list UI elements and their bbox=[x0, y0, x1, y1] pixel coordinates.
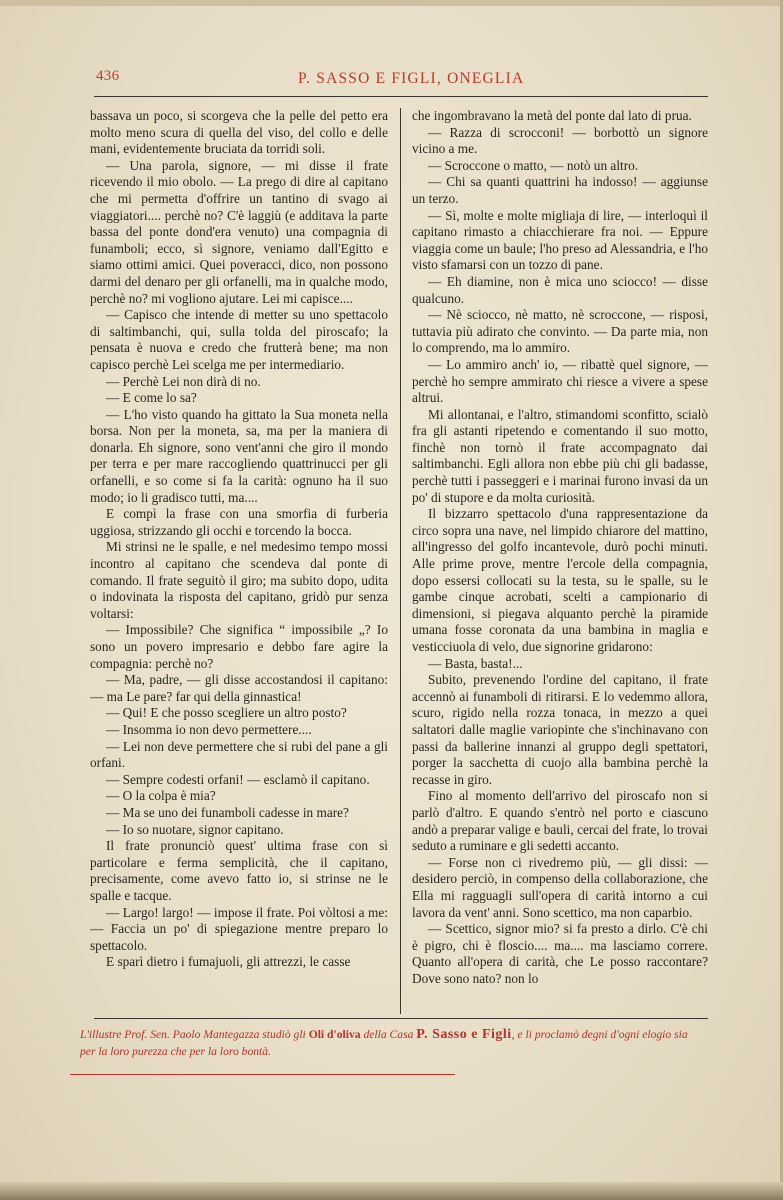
paragraph: Il bizzarro spettacolo d'una rappresentazione da circo sopra una nave, nel limpido chiarore del mattino, all'ingresso del golfo incantevole, durò pochi minuti. Alle prime prove, mentre l'ercole della compagnia, dopo essersi collocati su la testa, su le spalle, su le gambe cinque acrobati, scelti a campionario di dimensioni, si piegava alquanto perchè la piramide umana fosse coronata da una bambina in maglia e vesticciuola di velo, due signorine gridarono: bbox=[412, 506, 708, 654]
paragraph: E compì la frase con una smorfia di furberia uggiosa, strizzando gli occhi e torcendo la bocca. bbox=[90, 506, 388, 538]
advertisement-note bbox=[80, 1026, 692, 1060]
paragraph: — L'ho visto quando ha gittato la Sua moneta nella borsa. Non per la moneta, sa, ma per la maniera di donarla. Eh signore, sono vent'anni che giro il mondo per terra e per mare raccogliendo quattrinucci per gli orfanelli, e so come si fa la carità: ognuno ha il suo modo; io li gradisco tutti, ma.... bbox=[90, 406, 388, 505]
paragraph: — Basta, basta!... bbox=[428, 655, 523, 671]
advert-text: della Casa bbox=[363, 1028, 414, 1041]
paragraph: — Sempre codesti orfani! — esclamò il capitano. bbox=[106, 771, 370, 787]
paragraph: E sparì dietro i fumajuoli, gli attrezzi, le casse bbox=[106, 954, 351, 970]
paragraph: bassava un poco, si scorgeva che la pelle del petto era molto meno scura di quella del viso, del collo e delle mani, evidentemente bruciata da torridi soli. bbox=[90, 108, 388, 157]
paragraph: Subito, prevenendo l'ordine del capitano, il frate accennò ai funamboli di ritirarsi. E lo vedemmo allora, scuro, rigido nella rozza tonaca, in mezzo a quei saltatori dalle maglie variopinte che s'inchinavano con passi da ballerine innanzi al gruppo degli spettatori, porger la sacchetta di cuojo alla bambina perchè la recasse in giro. bbox=[412, 672, 708, 787]
paragraph: — Ma, padre, — gli disse accostandosi il capitano: — ma Le pare? far qui della ginnastica! bbox=[90, 672, 388, 704]
page-number: 436 bbox=[96, 68, 120, 84]
paragraph: — Forse non ci rivedremo più, — gli dissi: — desidero perciò, in compenso della collaborazione, che Ella mi ragguagli sull'opera di carità intorno a cui lavora da vent' anni. Sono scettico, ma non caparbio. bbox=[412, 854, 708, 920]
paragraph: — Nè sciocco, nè matto, nè scroccone, — risposi, tuttavia più adirato che convinto. — Da parte mia, non lo comprendo, ma lo ammiro. bbox=[412, 307, 708, 356]
paragraph: Mi strinsi ne le spalle, e nel medesimo tempo mossi incontro al capitano che scendeva dal ponte di comando. Il frate seguitò il giro; ma subito dopo, udita o indovinata la risposta del capitano, gridò pur senza voltarsi: bbox=[90, 539, 388, 621]
page-edge-bottom bbox=[0, 1182, 783, 1200]
paragraph: — Chi sa quanti quattrini ha indosso! — aggiunse un terzo. bbox=[412, 174, 708, 206]
right-column bbox=[412, 108, 708, 1018]
advert-text: L'illustre Prof. Sen. Paolo Mantegazza studiò gli bbox=[80, 1028, 306, 1041]
paragraph: — Qui! E che posso scegliere un altro posto? bbox=[106, 705, 347, 721]
advert-brand: P. Sasso e Figli bbox=[416, 1027, 512, 1042]
advert-text: , e li proclamò degni d'ogni elogio sia per la loro purezza che per la loro bontà. bbox=[80, 1028, 688, 1058]
running-title: P. SASSO E FIGLI, ONEGLIA bbox=[298, 70, 525, 87]
paragraph: — Capisco che intende di metter su uno spettacolo di saltimbanchi, qui, sulla tolda del piroscafo; la pensata è nuova e credo che frutterà bene; ma non capisco perchè Lei scelga me per intermediario. bbox=[90, 307, 388, 372]
paragraph: — Perchè Lei non dirà di no. bbox=[106, 373, 261, 389]
page-edge-top bbox=[0, 0, 783, 6]
paragraph: che ingombravano la metà del ponte dal lato di prua. bbox=[412, 108, 692, 123]
paragraph: — E come lo sa? bbox=[106, 390, 197, 406]
paragraph: — Scettico, signor mio? si fa presto a dirlo. C'è chi è pigro, chi è floscio.... ma.... ma lasciamo correre. Quanto all'opera di carità, che Le posso raccontare? Dove sono nato? non lo bbox=[412, 921, 708, 986]
left-column bbox=[90, 108, 388, 1018]
column-rule bbox=[400, 108, 401, 1014]
header-rule bbox=[94, 96, 708, 97]
paragraph: — Lei non deve permettere che si rubi del pane a gli orfani. bbox=[90, 738, 388, 771]
paragraph: — Sì, molte e molte migliaja di lire, — interloquì il capitano rimasto a chiacchierare fra noi. — Eppure viaggia come un baule; l'ho preso ad Alessandria, e l'ho visto sfamarsi con un tozzo di pane. bbox=[412, 207, 708, 273]
paragraph: — Una parola, signore, — mi disse il frate ricevendo il mio obolo. — La prego di dire al capitano che mi permetta d'offrire un tantino di svago ai viaggiatori.... perchè no? C'è laggiù (e additava la parte bassa del ponte dond'era venuto) una compagnia di funamboli; ecco, sì signore, veniamo dall'Egitto e siamo ottimi amici. Quei poveracci, dico, non possono darmi del denaro per gli orfanelli, ma in qualche modo, perchè no? mi vogliono ajutare. Lei mi capisce.... bbox=[90, 157, 388, 306]
advert-underline bbox=[70, 1074, 455, 1075]
paragraph: Il frate pronunciò quest' ultima frase con sì particolare e ferma semplicità, che il capitano, precisamente, come avevo fatto io, si strinse ne le spalle e tacque. bbox=[90, 838, 388, 903]
paragraph: — O la colpa è mia? bbox=[106, 788, 216, 804]
paragraph: — Eh diamine, non è mica uno sciocco! — disse qualcuno. bbox=[412, 273, 708, 306]
paragraph: Fino al momento dell'arrivo del piroscafo non si parlò d'altro. E quando s'entrò nel porto e ciascuno andò a preparar valige e bauli, cercai del frate, lo trovai seduto a ruminare e gli sedetti accanto. bbox=[412, 788, 708, 854]
paragraph: — Impossibile? Che significa “ impossibile „? Io sono un povero impresario e debbo fare agire la compagnia: perchè no? bbox=[90, 622, 388, 671]
footer-rule bbox=[94, 1018, 708, 1019]
paragraph: — Scroccone o matto, — notò un altro. bbox=[428, 157, 639, 173]
paragraph: — Ma se uno dei funamboli cadesse in mare? bbox=[106, 804, 349, 820]
paragraph: Mi allontanai, e l'altro, stimandomi sconfitto, scialò fra gli astanti ripetendo e comentando il suo motto, finchè non tornò il frate accompagnato dai saltimbanchi. Egli allora non ebbe più chi gli badasse, perchè tutti i passeggeri e i marinai furono invasi da un po' di stupore e da molta curiosità. bbox=[412, 406, 708, 505]
paragraph: — Razza di scrocconi! — borbottò un signore vicino a me. bbox=[412, 124, 708, 157]
paragraph: — Lo ammiro anch' io, — ribattè quel signore, — perchè ho sempre ammirato chi riesce a vivere a spese altrui. bbox=[412, 356, 708, 406]
paragraph: — Io so nuotare, signor capitano. bbox=[106, 821, 284, 837]
paragraph: — Largo! largo! — impose il frate. Poi vòltosi a me: — Faccia un po' di spiegazione mentre preparo lo spettacolo. bbox=[90, 904, 388, 953]
paragraph: — Insomma io non devo permettere.... bbox=[106, 721, 312, 737]
advert-product: Oli d'oliva bbox=[308, 1028, 361, 1041]
